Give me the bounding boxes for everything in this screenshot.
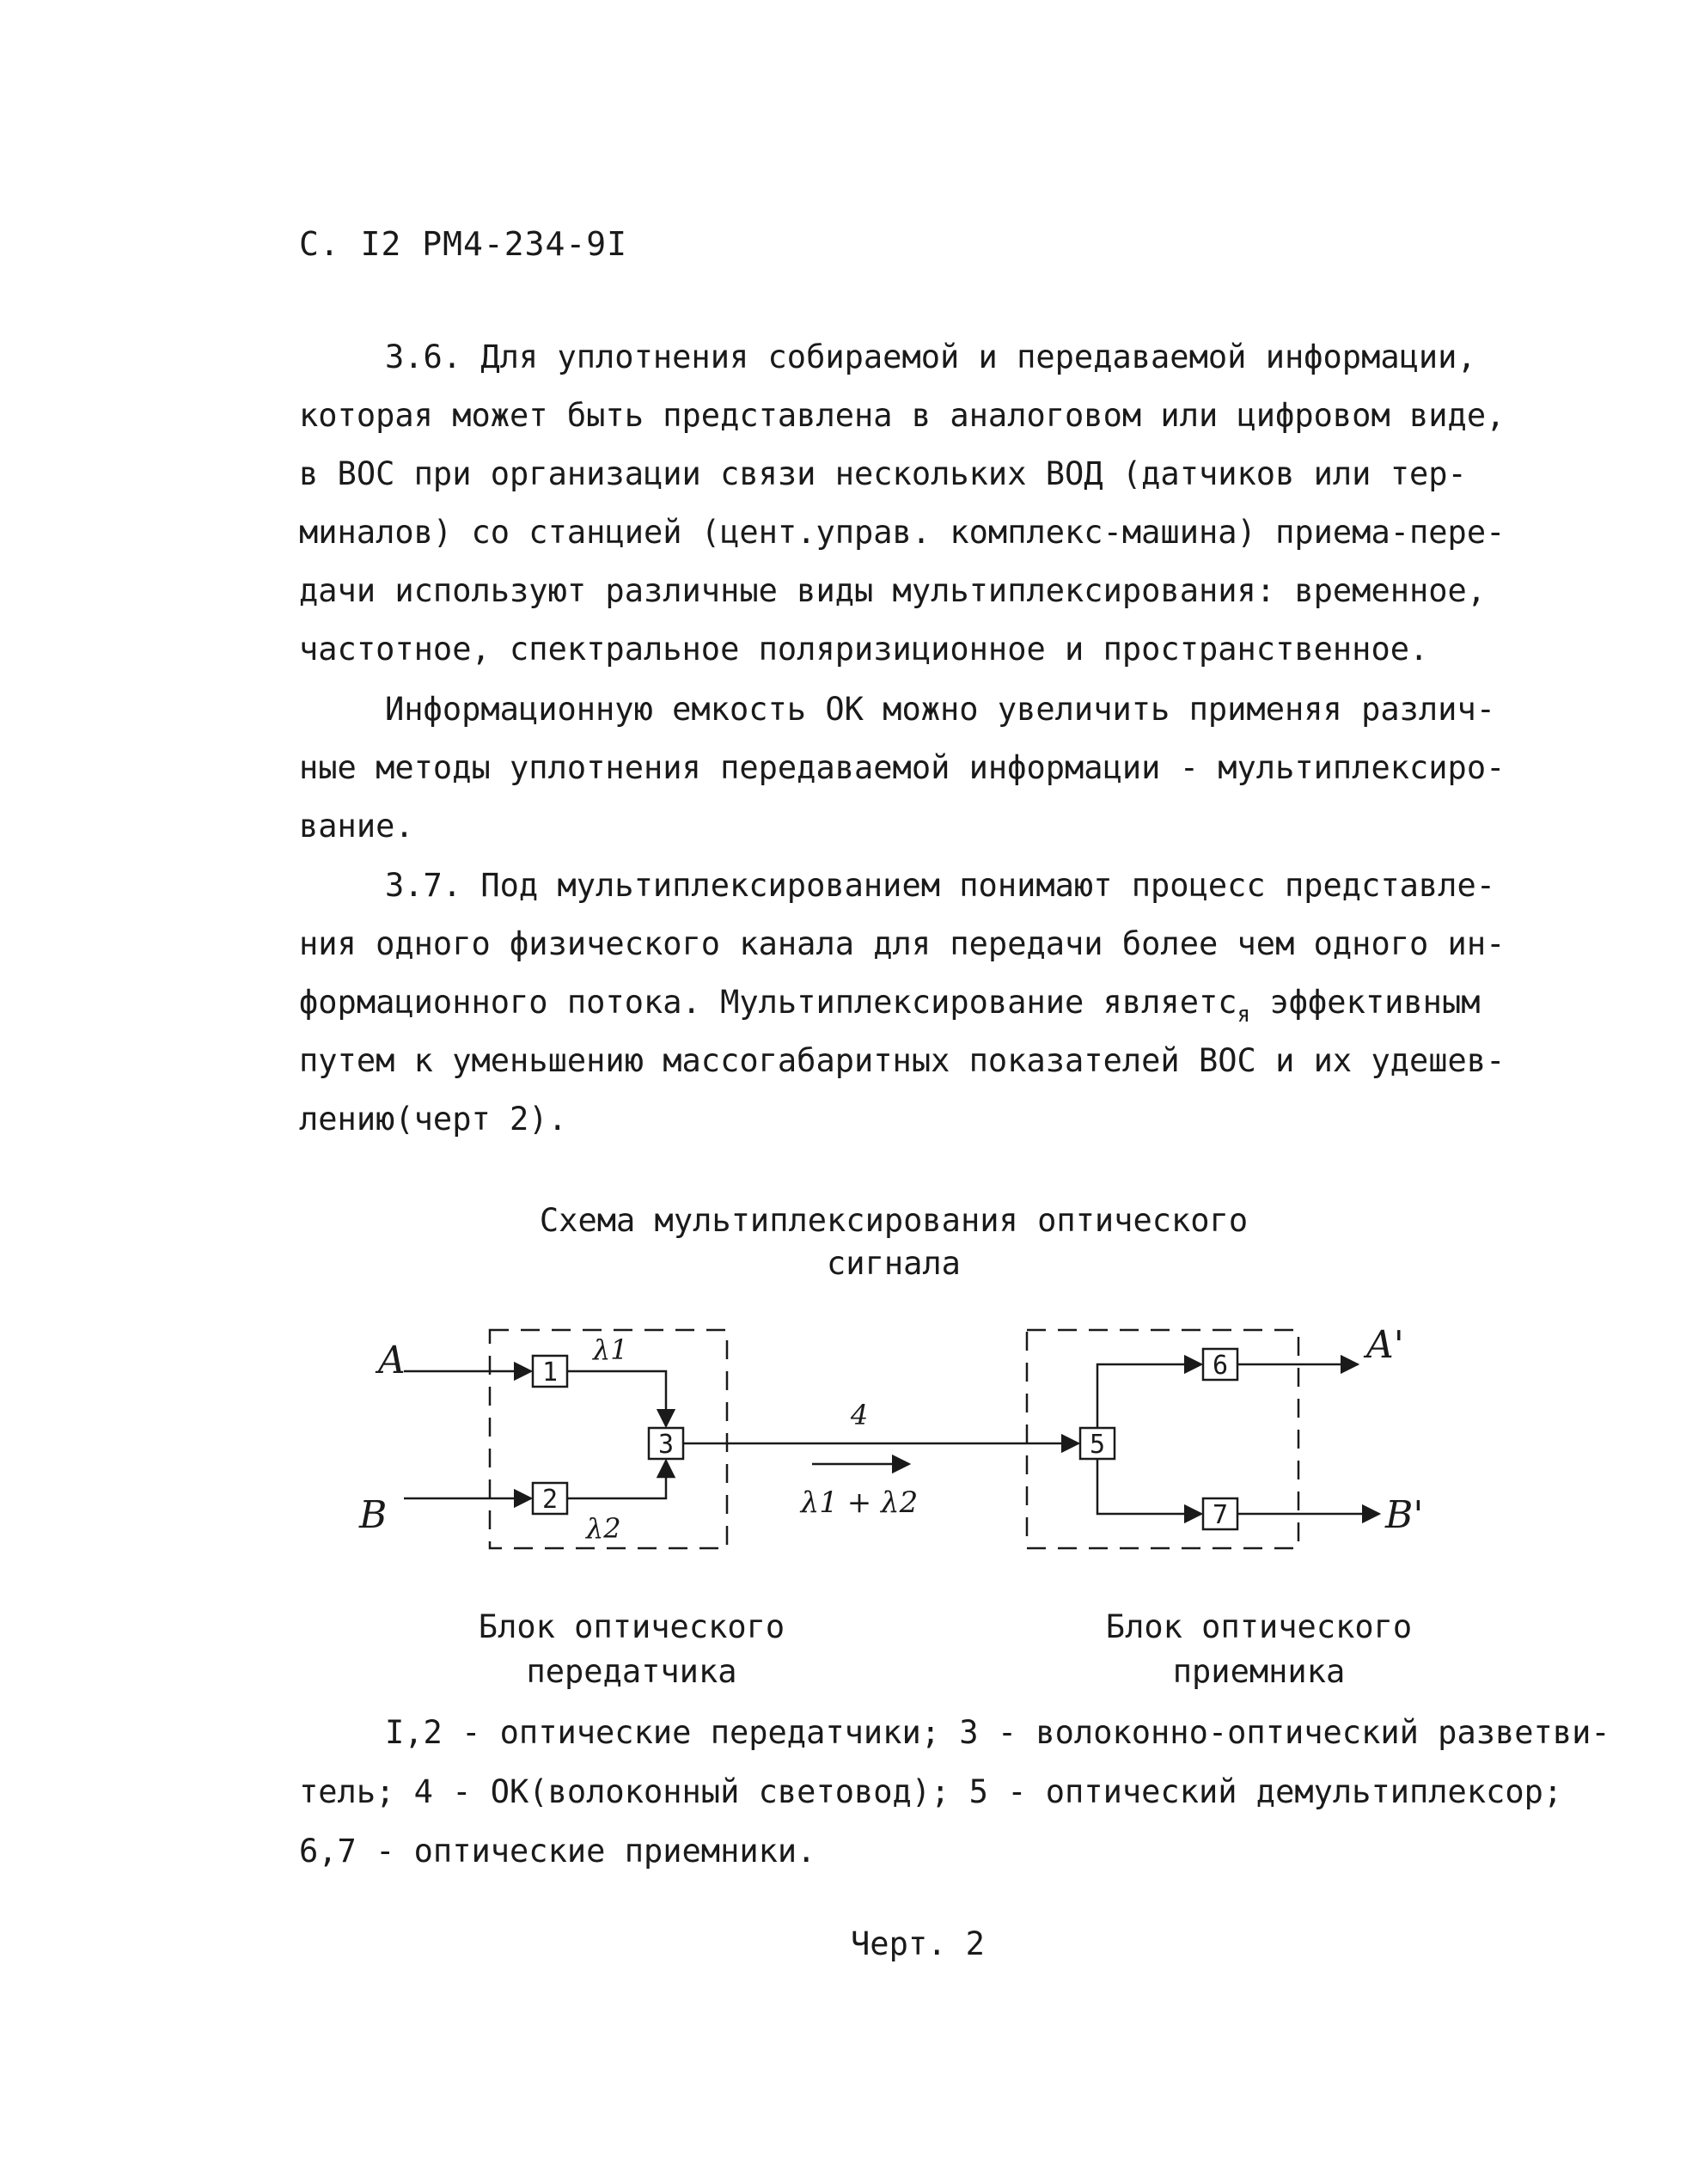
input-a-label: A [378,1339,406,1382]
box-5-label: 5 [1089,1430,1106,1460]
para-3-7-line-1: 3.7. Под мультиплексированием понимают процесс представле- [385,867,1496,904]
para-3-6-line-3: в ВОС при организации связи нескольких ВОД (датчиков или тер- [299,455,1467,492]
legend-line-2: тель; 4 - ОК(волоконный световод); 5 - оптический демультиплексор; [299,1773,1563,1810]
box-6-label: 6 [1212,1351,1229,1381]
lambda-2-label: λ2 [586,1512,621,1545]
box-2-label: 2 [541,1485,559,1515]
lambda-1-path [567,1371,666,1426]
lambda-sum-label: λ1 + λ2 [800,1485,919,1520]
para-3-6-line-2: которая может быть представлена в аналоговом или цифровом виде, [299,397,1506,434]
para-3-7-line-2: ния одного физического канала для передачи более чем одного ин- [299,925,1506,962]
para-capacity-line-3: вание. [299,808,414,845]
page-header: С. I2 РМ4-234-9I [299,225,628,263]
para-3-7-line-5: лению(черт 2). [299,1101,567,1138]
box-1-label: 1 [541,1357,559,1388]
para-capacity-line-2: ные методы уплотнения передаваемой информации - мультиплексиро- [299,749,1506,786]
figure-title-line-2: сигнала [827,1245,961,1282]
transmitter-caption-line-2: передатчика [526,1653,737,1690]
fiber-label-4: 4 [850,1399,869,1431]
output-b-label: B' [1385,1493,1424,1537]
para-3-6-line-4: миналов) со станцией (цент.управ. комплекс-машина) приема-пере- [299,514,1506,551]
output-a-label: A' [1366,1323,1404,1367]
lambda-2-path [567,1461,666,1498]
para-3-6-line-5: дачи используют различные виды мультиплексирования: временное, [299,572,1487,609]
figure-caption: Черт. 2 [851,1925,985,1962]
para-3-7-line-4: путем к уменьшению массогабаритных показателей ВОС и их удешев- [299,1042,1506,1079]
multiplexing-diagram [0,1289,1686,1572]
box-7-label: 7 [1212,1500,1229,1530]
para-3-6-line-1: 3.6. Для уплотнения собираемой и передаваемой информации, [385,339,1476,375]
legend-line-3: 6,7 - оптические приемники. [299,1833,816,1870]
demux-path-7 [1097,1459,1201,1514]
demux-path-6 [1097,1364,1201,1428]
receiver-block-frame [1027,1330,1298,1548]
lambda-1-label: λ1 [593,1333,628,1366]
legend-line-1: I,2 - оптические передатчики; 3 - волоконно-оптический разветви- [385,1714,1610,1751]
receiver-caption-line-2: приемника [1172,1653,1346,1690]
figure-title-line-1: Схема мультиплексирования оптического [539,1202,1249,1239]
transmitter-caption-line-1: Блок оптического [478,1608,785,1645]
para-3-7-line-3: формационного потока. Мультиплексирование являетс$_я$ эффективным [299,984,1481,1028]
receiver-caption-line-1: Блок оптического [1105,1608,1413,1645]
box-3-label: 3 [657,1430,675,1460]
para-capacity-line-1: Информационную емкость ОК можно увеличить применяя различ- [385,691,1496,728]
input-b-label: B [359,1493,388,1537]
para-3-6-line-6: частотное, спектральное поляризиционное и пространственное. [299,631,1429,668]
